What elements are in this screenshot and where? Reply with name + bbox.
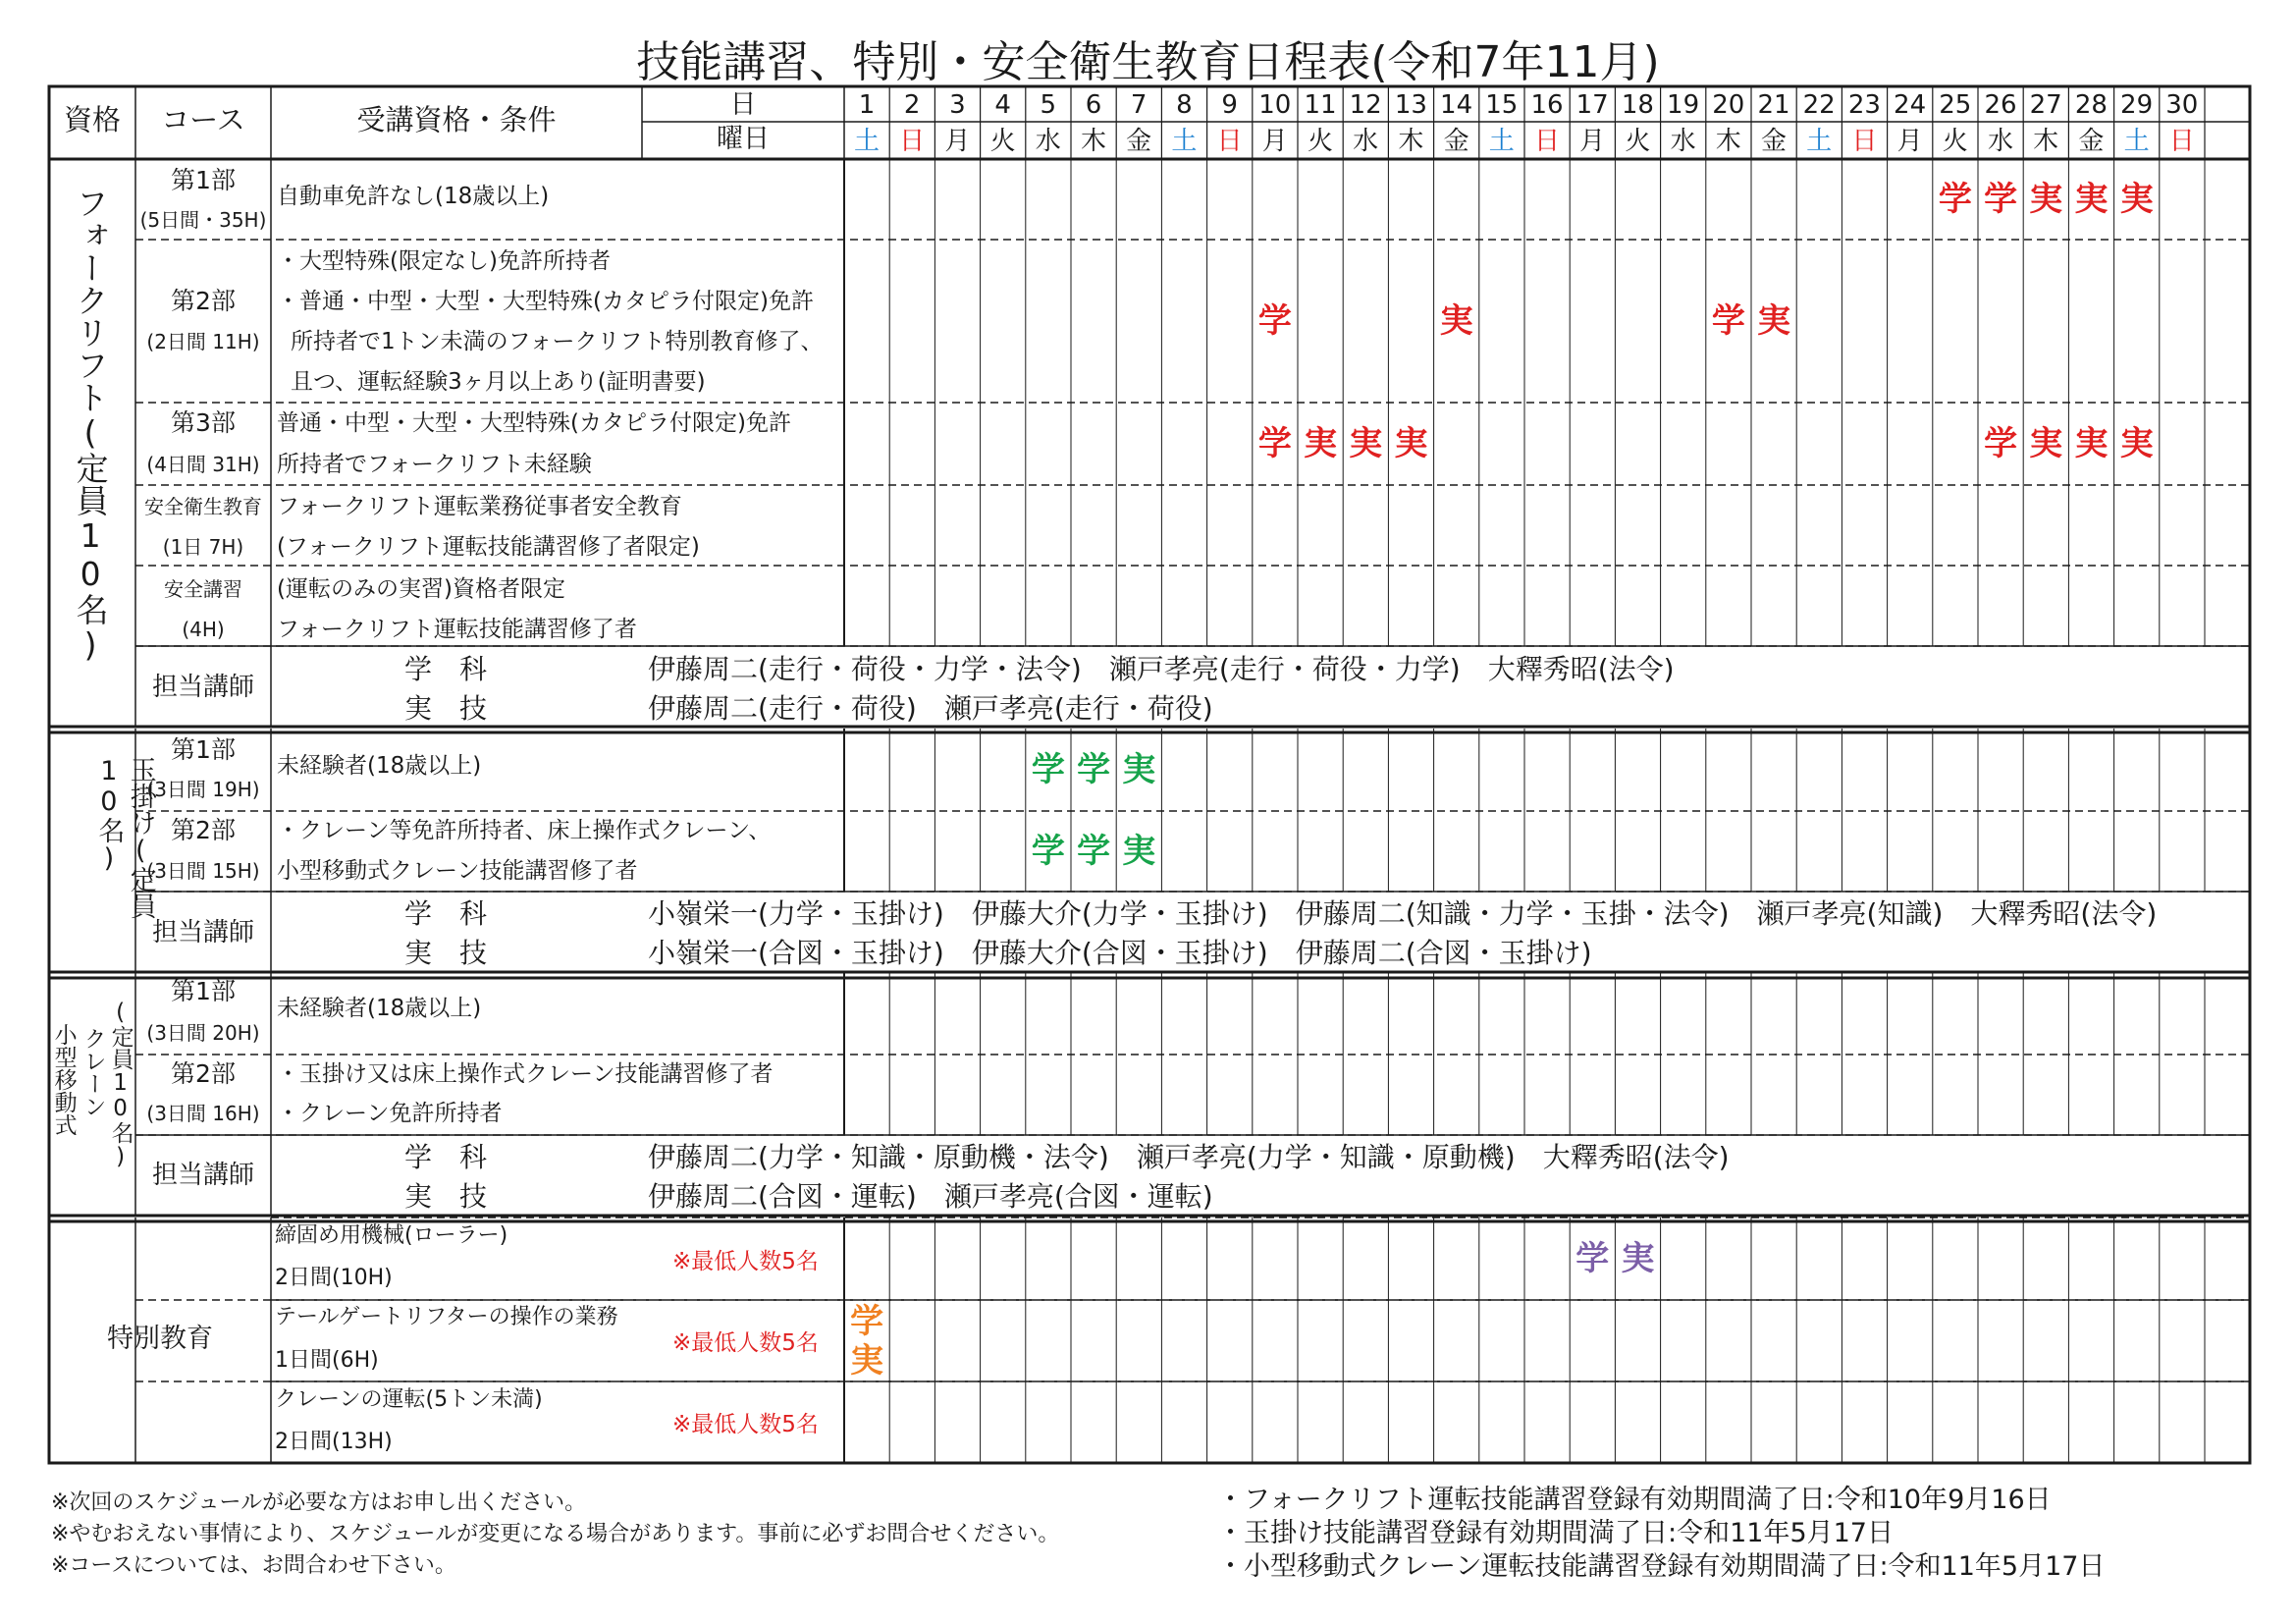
forklift-course-5-duration: (4H) bbox=[182, 618, 225, 641]
day-number: 15 bbox=[1485, 90, 1519, 120]
day-number: 3 bbox=[949, 90, 966, 120]
day-number: 13 bbox=[1394, 90, 1427, 120]
day-number: 9 bbox=[1221, 90, 1238, 120]
slinging-instructor-label: 担当講師 bbox=[151, 918, 254, 947]
crane-course-1-name: 第1部 bbox=[171, 977, 236, 1005]
day-number: 21 bbox=[1757, 90, 1790, 120]
special-course-2-minimum: ※最低人数5名 bbox=[672, 1330, 819, 1356]
crane-qualification-a: 小型移動式 bbox=[50, 1023, 77, 1136]
day-number: 14 bbox=[1440, 90, 1473, 120]
header-day-label: 日 bbox=[729, 89, 757, 120]
expiry-crane: ・小型移動式クレーン運転技能講習登録有効期間満了日:令和11年5月17日 bbox=[1217, 1551, 2106, 1582]
special-course-2-name: テールゲートリフターの操作の業務 bbox=[275, 1305, 618, 1329]
day-number: 20 bbox=[1712, 90, 1745, 120]
header-qualification: 資格 bbox=[63, 103, 121, 136]
day-number: 22 bbox=[1802, 90, 1836, 120]
schedule-mark: 実 bbox=[1122, 750, 1156, 789]
forklift-course-1-condition: 自動車免許なし(18歳以上) bbox=[277, 184, 550, 209]
day-number: 30 bbox=[2165, 90, 2199, 120]
weekday: 土 bbox=[853, 127, 880, 156]
schedule-mark: 学 bbox=[1984, 424, 2018, 463]
schedule-mark: 実 bbox=[2119, 180, 2154, 219]
day-number: 1 bbox=[858, 90, 876, 120]
schedule-mark: 学 bbox=[1031, 832, 1065, 871]
forklift-course-5-condition: (運転のみの実習)資格者限定 bbox=[277, 576, 565, 602]
day-number: 27 bbox=[2029, 90, 2062, 120]
crane-lecture-label: 学 科 bbox=[404, 1141, 488, 1173]
special-course-3-minimum: ※最低人数5名 bbox=[672, 1412, 819, 1437]
day-number: 24 bbox=[1894, 90, 1927, 120]
weekday: 金 bbox=[1126, 127, 1152, 156]
special-course-3-name: クレーンの運転(5トン未満) bbox=[275, 1387, 543, 1412]
special-course-1-name: 締固め用機械(ローラー) bbox=[275, 1223, 508, 1248]
slinging-practice-label: 実 技 bbox=[404, 937, 488, 969]
schedule-mark: 実 bbox=[1349, 424, 1383, 463]
weekday: 水 bbox=[1353, 127, 1379, 156]
schedule-mark: 実 bbox=[1621, 1239, 1655, 1278]
weekday: 月 bbox=[1896, 127, 1923, 156]
special-course-3-duration: 2日間(13H) bbox=[275, 1430, 393, 1454]
schedule-mark: 実 bbox=[1122, 832, 1156, 871]
weekday: 金 bbox=[1443, 127, 1469, 156]
day-number: 4 bbox=[994, 90, 1011, 120]
weekday: 火 bbox=[989, 127, 1016, 156]
forklift-course-3-condition: 所持者でフォークリフト未経験 bbox=[277, 452, 592, 477]
forklift-course-1-duration: (5日間・35H) bbox=[139, 208, 267, 232]
weekday: 火 bbox=[1625, 127, 1651, 156]
weekday: 水 bbox=[1987, 127, 2013, 156]
crane-course-1-duration: (3日間 20H) bbox=[146, 1021, 260, 1045]
day-number: 2 bbox=[903, 90, 921, 120]
forklift-qualification: フォークリフト(定員10名) bbox=[71, 187, 110, 664]
forklift-course-4-condition: (フォークリフト運転技能講習修了者限定) bbox=[277, 534, 700, 560]
header-conditions: 受講資格・条件 bbox=[356, 103, 557, 136]
slinging-course-2-condition: 小型移動式クレーン技能講習修了者 bbox=[277, 858, 638, 884]
weekday: 日 bbox=[1216, 127, 1243, 156]
day-number: 12 bbox=[1349, 90, 1382, 120]
schedule-mark: 実 bbox=[1757, 301, 1791, 341]
schedule-mark: 実 bbox=[1304, 424, 1338, 463]
forklift-course-5-condition: フォークリフト運転技能講習修了者 bbox=[277, 617, 637, 642]
weekday: 木 bbox=[1080, 127, 1106, 156]
schedule-mark: 実 bbox=[2074, 424, 2109, 463]
note-1: ※次回のスケジュールが必要な方はお申し出ください。 bbox=[51, 1490, 587, 1515]
day-number: 18 bbox=[1621, 90, 1654, 120]
day-number: 29 bbox=[2120, 90, 2154, 120]
schedule-mark: 学 bbox=[1984, 180, 2018, 219]
forklift-course-5-name: 安全講習 bbox=[164, 577, 242, 601]
weekday: 月 bbox=[1261, 127, 1288, 156]
schedule-mark: 学 bbox=[1257, 424, 1292, 463]
schedule-mark: 実 bbox=[2119, 424, 2154, 463]
forklift-course-4-duration: (1日 7H) bbox=[162, 535, 244, 559]
special-course-2-duration: 1日間(6H) bbox=[275, 1348, 379, 1373]
header-weekday-label: 曜日 bbox=[717, 124, 770, 154]
weekday: 月 bbox=[944, 127, 971, 156]
crane-course-2-duration: (3日間 16H) bbox=[146, 1102, 260, 1125]
schedule-mark: 実 bbox=[2074, 180, 2109, 219]
expiry-forklift: ・フォークリフト運転技能講習登録有効期間満了日:令和10年9月16日 bbox=[1217, 1485, 2052, 1515]
schedule-mark: 学 bbox=[1077, 832, 1111, 871]
day-number: 10 bbox=[1258, 90, 1292, 120]
crane-course-1-condition: 未経験者(18歳以上) bbox=[277, 996, 482, 1021]
schedule-mark: 実 bbox=[1394, 424, 1428, 463]
day-number: 16 bbox=[1530, 90, 1564, 120]
day-number: 19 bbox=[1667, 90, 1700, 120]
weekday: 月 bbox=[1579, 127, 1606, 156]
slinging-practice-instructors: 小嶺栄一(合図・玉掛け) 伊藤大介(合図・玉掛け) 伊藤周二(合図・玉掛け) bbox=[648, 937, 1592, 969]
weekday: 日 bbox=[2168, 127, 2195, 156]
weekday: 金 bbox=[2078, 127, 2105, 156]
schedule-mark: 学 bbox=[850, 1301, 884, 1341]
slinging-lecture-label: 学 科 bbox=[404, 897, 488, 930]
forklift-course-2-condition: 且つ、運転経験3ヶ月以上あり(証明書要) bbox=[291, 369, 706, 395]
slinging-lecture-instructors: 小嶺栄一(力学・玉掛け) 伊藤大介(力学・玉掛け) 伊藤周二(知識・力学・玉掛・法令) 瀬戸孝亮(知識) 大釋秀昭(法令) bbox=[648, 897, 2158, 930]
schedule-mark: 実 bbox=[2029, 180, 2063, 219]
day-number: 11 bbox=[1304, 90, 1337, 120]
forklift-practice-instructors: 伊藤周二(走行・荷役) 瀬戸孝亮(走行・荷役) bbox=[648, 692, 1213, 725]
crane-course-2-name: 第2部 bbox=[171, 1059, 236, 1088]
crane-course-2-condition: ・玉掛け又は床上操作式クレーン技能講習修了者 bbox=[277, 1061, 774, 1087]
forklift-lecture-instructors: 伊藤周二(走行・荷役・力学・法令) 瀬戸孝亮(走行・荷役・力学) 大釋秀昭(法令) bbox=[648, 653, 1675, 685]
page-title: 技能講習、特別・安全衛生教育日程表(令和7年11月) bbox=[636, 37, 1660, 87]
schedule-mark: 学 bbox=[1031, 750, 1065, 789]
header-course: コース bbox=[161, 103, 245, 136]
special-course-1-duration: 2日間(10H) bbox=[275, 1266, 393, 1290]
slinging-course-1-condition: 未経験者(18歳以上) bbox=[277, 753, 482, 779]
day-number: 26 bbox=[1984, 90, 2017, 120]
special-course-1-minimum: ※最低人数5名 bbox=[672, 1249, 819, 1274]
weekday: 水 bbox=[1035, 127, 1061, 156]
crane-practice-label: 実 技 bbox=[404, 1180, 488, 1213]
schedule-mark: 学 bbox=[1711, 301, 1745, 341]
slinging-course-2-condition: ・クレーン等免許所持者、床上操作式クレーン、 bbox=[277, 818, 772, 843]
crane-practice-instructors: 伊藤周二(合図・運転) 瀬戸孝亮(合図・運転) bbox=[648, 1180, 1213, 1213]
weekday: 火 bbox=[1307, 127, 1333, 156]
weekday: 日 bbox=[899, 127, 926, 156]
schedule-mark: 学 bbox=[1077, 750, 1111, 789]
forklift-course-4-condition: フォークリフト運転業務従事者安全教育 bbox=[277, 494, 682, 519]
schedule-mark: 実 bbox=[1439, 301, 1473, 341]
schedule-mark: 学 bbox=[1575, 1239, 1610, 1278]
schedule-mark: 実 bbox=[850, 1340, 884, 1380]
slinging-course-1-duration: (3日間 19H) bbox=[146, 778, 260, 801]
weekday: 土 bbox=[1806, 127, 1833, 156]
weekday: 水 bbox=[1670, 127, 1696, 156]
day-number: 17 bbox=[1575, 90, 1609, 120]
forklift-lecture-label: 学 科 bbox=[404, 653, 488, 685]
note-2: ※やむおえない事情により、スケジュールが変更になる場合があります。事前に必ずお問合せください。 bbox=[51, 1522, 1060, 1546]
forklift-course-2-condition: ・大型特殊(限定なし)免許所持者 bbox=[277, 248, 611, 274]
schedule-mark: 学 bbox=[1257, 301, 1292, 341]
weekday: 土 bbox=[1488, 127, 1515, 156]
crane-qualification-b: クレーン bbox=[80, 1027, 106, 1117]
weekday: 土 bbox=[2123, 127, 2150, 156]
forklift-course-1-name: 第1部 bbox=[171, 166, 236, 194]
expiry-slinging: ・玉掛け技能講習登録有効期間満了日:令和11年5月17日 bbox=[1217, 1518, 1894, 1548]
day-number: 25 bbox=[1939, 90, 1972, 120]
weekday: 木 bbox=[1398, 127, 1424, 156]
forklift-course-2-name: 第2部 bbox=[171, 287, 236, 315]
note-3: ※コースについては、お問合わせ下さい。 bbox=[51, 1553, 456, 1578]
weekday: 木 bbox=[2033, 127, 2059, 156]
weekday: 金 bbox=[1760, 127, 1787, 156]
slinging-qualification-capacity: 玉掛け(定員10名) bbox=[93, 756, 156, 919]
day-number: 8 bbox=[1176, 90, 1193, 120]
forklift-practice-label: 実 技 bbox=[404, 692, 488, 725]
forklift-course-2-duration: (2日間 11H) bbox=[146, 330, 260, 353]
forklift-instructor-label: 担当講師 bbox=[151, 673, 254, 702]
weekday: 木 bbox=[1715, 127, 1741, 156]
crane-instructor-label: 担当講師 bbox=[151, 1161, 254, 1190]
forklift-course-3-duration: (4日間 31H) bbox=[146, 453, 260, 476]
forklift-course-2-condition: 所持者で1トン未満のフォークリフト特別教育修了、 bbox=[291, 329, 824, 354]
forklift-course-2-condition: ・普通・中型・大型・大型特殊(カタピラ付限定)免許 bbox=[277, 289, 814, 314]
forklift-course-3-name: 第3部 bbox=[171, 408, 236, 437]
crane-qualification-capacity: (定員10名) bbox=[107, 1000, 133, 1169]
crane-lecture-instructors: 伊藤周二(力学・知識・原動機・法令) 瀬戸孝亮(力学・知識・原動機) 大釋秀昭(法令) bbox=[648, 1141, 1730, 1173]
special-education-label: 特別教育 bbox=[107, 1324, 213, 1354]
forklift-course-4-name: 安全衛生教育 bbox=[144, 495, 262, 518]
day-number: 28 bbox=[2074, 90, 2108, 120]
weekday: 土 bbox=[1171, 127, 1198, 156]
weekday: 日 bbox=[1533, 127, 1560, 156]
slinging-course-2-duration: (3日間 15H) bbox=[146, 859, 260, 883]
weekday: 火 bbox=[1942, 127, 1968, 156]
schedule-mark: 学 bbox=[1938, 180, 1972, 219]
forklift-course-3-condition: 普通・中型・大型・大型特殊(カタピラ付限定)免許 bbox=[277, 410, 791, 436]
day-number: 5 bbox=[1040, 90, 1057, 120]
weekday: 日 bbox=[1851, 127, 1878, 156]
schedule-mark: 実 bbox=[2029, 424, 2063, 463]
day-number: 23 bbox=[1847, 90, 1881, 120]
slinging-course-1-name: 第1部 bbox=[171, 735, 236, 764]
day-number: 6 bbox=[1085, 90, 1102, 120]
crane-course-2-condition: ・クレーン免許所持者 bbox=[277, 1101, 503, 1126]
day-number: 7 bbox=[1130, 90, 1148, 120]
slinging-course-2-name: 第2部 bbox=[171, 816, 236, 844]
